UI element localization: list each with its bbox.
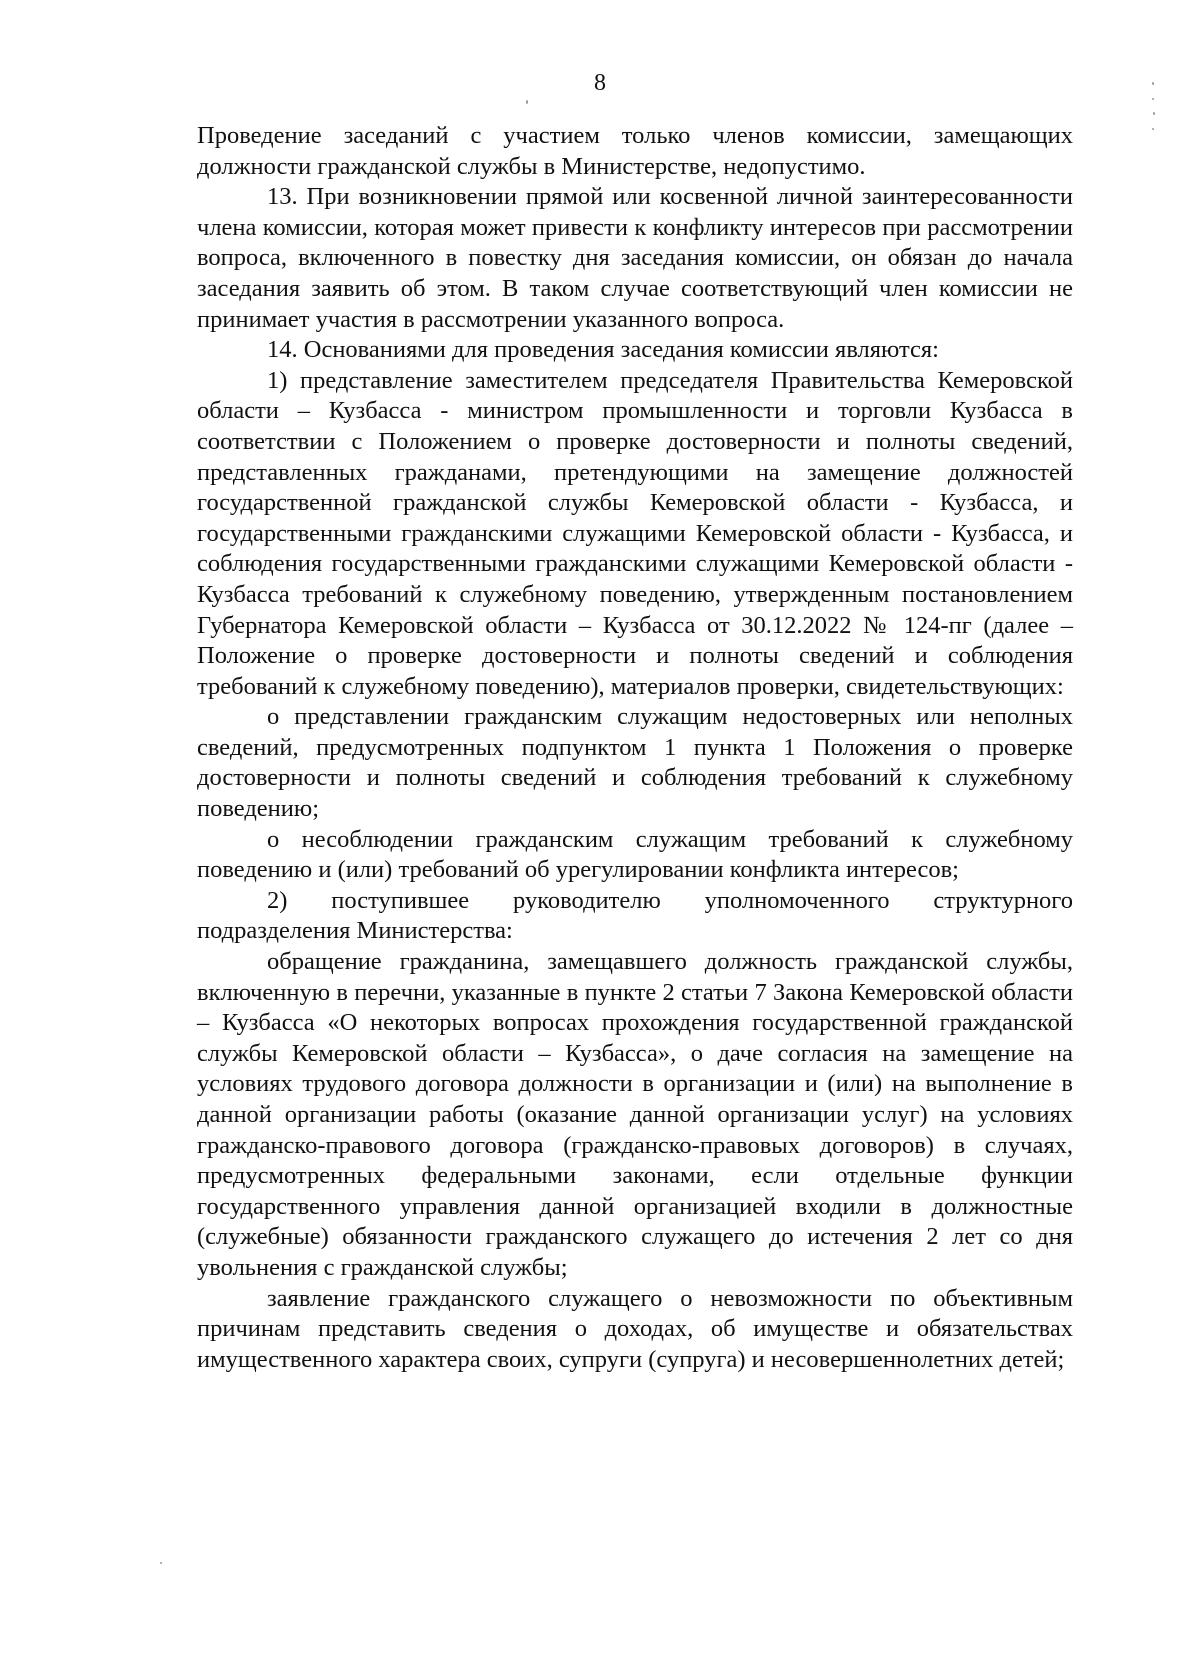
page-number: 8 [594,70,606,96]
paragraph-13-conflict-of-interest: 13. При возникновении прямой или косвенной личной заинтересованности члена комиссии, которая может привести к конфликту интересов при рассмотрении вопроса, включенного в повестку дня заседания комиссии, он обязан до начала заседания заявить об этом. В таком случае соответствующий член комиссии не принимает участия в рассмотрении указанного вопроса. [197,183,1073,333]
paragraph-unreliable-information: о представлении гражданским служащим недостоверных или неполных сведений, предусмотренных подпунктом 1 пункта 1 Положения о проверке достоверности и полноты сведений и соблюдения требований к служебному поведению; [197,703,1073,823]
paragraph-14-grounds: 14. Основаниями для проведения заседания комиссии являются: [267,336,939,364]
paragraph-employee-statement: заявление гражданского служащего о невозможности по объективным причинам представить сведения о доходах, об имуществе и обязательствах имущественного характера своих, супруги (супруга) и несовершеннолетних детей; [197,1284,1073,1373]
paragraph-14-1-submission: 1) представление заместителем председателя Правительства Кемеровской области – Кузбасса - министром промышленности и торговли Кузбасса в соответствии с Положением о проверке достоверности и полноты сведений, представленных гражданами, претендующими на замещение должностей государственной гражданской службы Кемеровской области - Кузбасса, и государственными гражданскими служащими Кемеровской области - Кузбасса, и соблюдения государственными гражданскими служащими Кемеровской области - Кузбасса требований к служебному поведению, утвержденным постановлением Губернатора Кемеровской области – Кузбасса от 30.12.2022 № 124-пг (далее – Положение о проверке достоверности и полноты сведений и соблюдения требований к служебному поведению), материалов проверки, свидетельствующих: [197,366,1073,700]
scan-speck [1152,82,1154,85]
document-body [197,121,1073,1375]
paragraph-14-2-received: 2) поступившее руководителю уполномоченного структурного подразделения Министерства: [197,886,1073,945]
scan-speck [1152,128,1154,130]
scan-speck [1152,98,1154,100]
scan-speck [1153,112,1155,115]
scan-speck [526,100,528,104]
paragraph-meeting-members: Проведение заседаний с участием только членов комиссии, замещающих должности гражданской службы в Министерстве, недопустимо. [197,122,1073,180]
paragraph-citizen-appeal: обращение гражданина, замещавшего должность гражданской службы, включенную в перечни, указанные в пункте 2 статьи 7 Закона Кемеровской области – Кузбасса «О некоторых вопросах прохождения государственной гражданской службы Кемеровской области – Кузбасса», о даче согласия на замещение на условиях трудового договора должности в организации и (или) на выполнение в данной организации работы (оказание данной организации услуг) на условиях гражданско-правового договора (гражданско-правовых договоров) в случаях, предусмотренных федеральными законами, если отдельные функции государственного управления данной организацией входили в должностные (служебные) обязанности гражданского служащего до истечения 2 лет со дня увольнения с гражданской службы; [197,948,1073,1281]
scan-speck [160,1562,162,1564]
paragraph-non-compliance: о несоблюдении гражданским служащим требований к служебному поведению и (или) требований об урегулировании конфликта интересов; [197,825,1073,884]
